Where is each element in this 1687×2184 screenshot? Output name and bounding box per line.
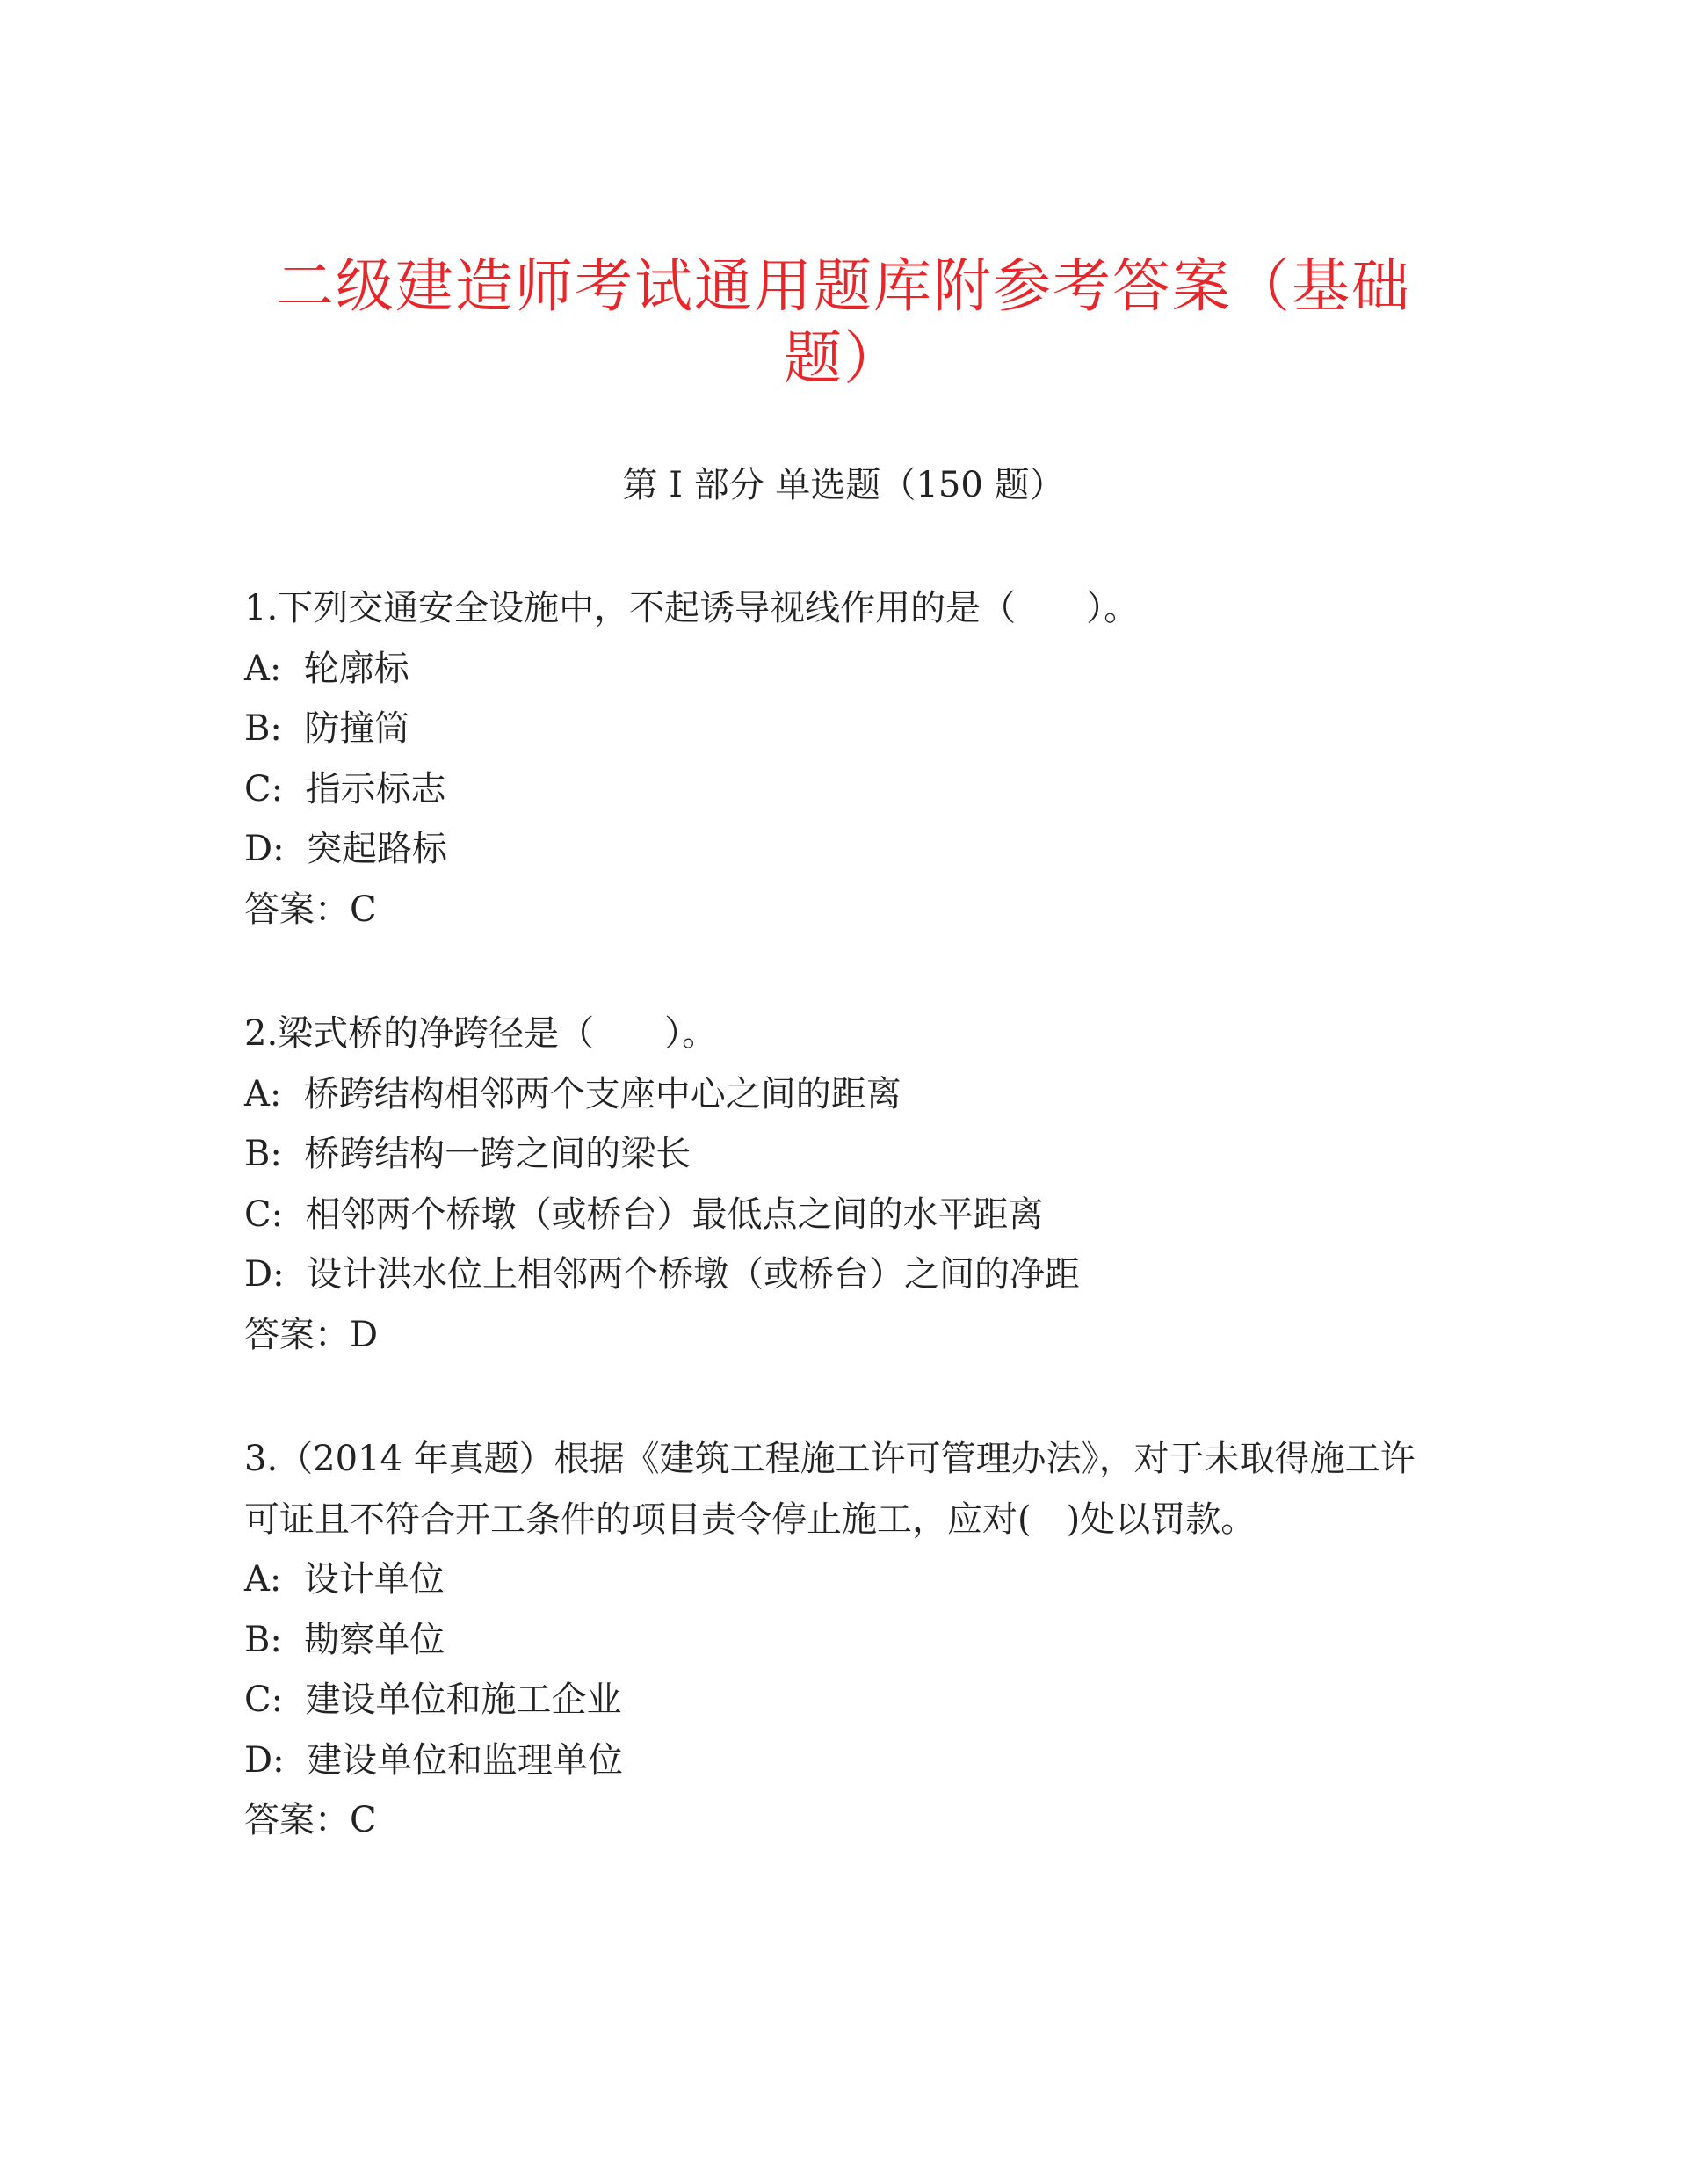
question-1 <box>244 578 1422 940</box>
answer: 答案：C <box>244 1800 377 1840</box>
question-stem: 3.（2014 年真题）根据《建筑工程施工许可管理办法》，对于未取得施工许可证且不符合开工条件的项目责令停止施工，应对( )处以罚款。 <box>244 1439 1415 1540</box>
option-b: B: 防撞筒 <box>244 708 410 749</box>
option-a: A: 桥跨结构相邻两个支座中心之间的距离 <box>244 1073 901 1114</box>
option-d: D: 突起路标 <box>244 829 447 869</box>
option-b: B: 桥跨结构一跨之间的梁长 <box>244 1134 691 1174</box>
question-3 <box>244 1429 1422 1851</box>
answer: 答案：C <box>244 889 377 930</box>
option-a: A: 轮廓标 <box>244 648 409 689</box>
document-title: 二级建造师考试通用题库附参考答案（基础题） <box>276 252 1411 392</box>
question-2 <box>244 1004 1422 1365</box>
question-stem: 1.下列交通安全设施中，不起诱导视线作用的是（ ）。 <box>244 588 1140 628</box>
option-d: D: 建设单位和监理单位 <box>244 1739 623 1781</box>
section-heading: 第 I 部分 单选题（150 题） <box>622 465 1065 505</box>
answer: 答案：D <box>244 1314 379 1355</box>
option-c: C: 指示标志 <box>244 768 446 809</box>
option-c: C: 相邻两个桥墩（或桥台）最低点之间的水平距离 <box>244 1194 1044 1235</box>
option-c: C: 建设单位和施工企业 <box>244 1680 622 1720</box>
option-a: A: 设计单位 <box>244 1559 445 1600</box>
option-d: D: 设计洪水位上相邻两个桥墩（或桥台）之间的净距 <box>244 1254 1080 1295</box>
question-stem: 2.梁式桥的净跨径是（ ）。 <box>244 1013 718 1054</box>
option-b: B: 勘察单位 <box>244 1619 445 1660</box>
